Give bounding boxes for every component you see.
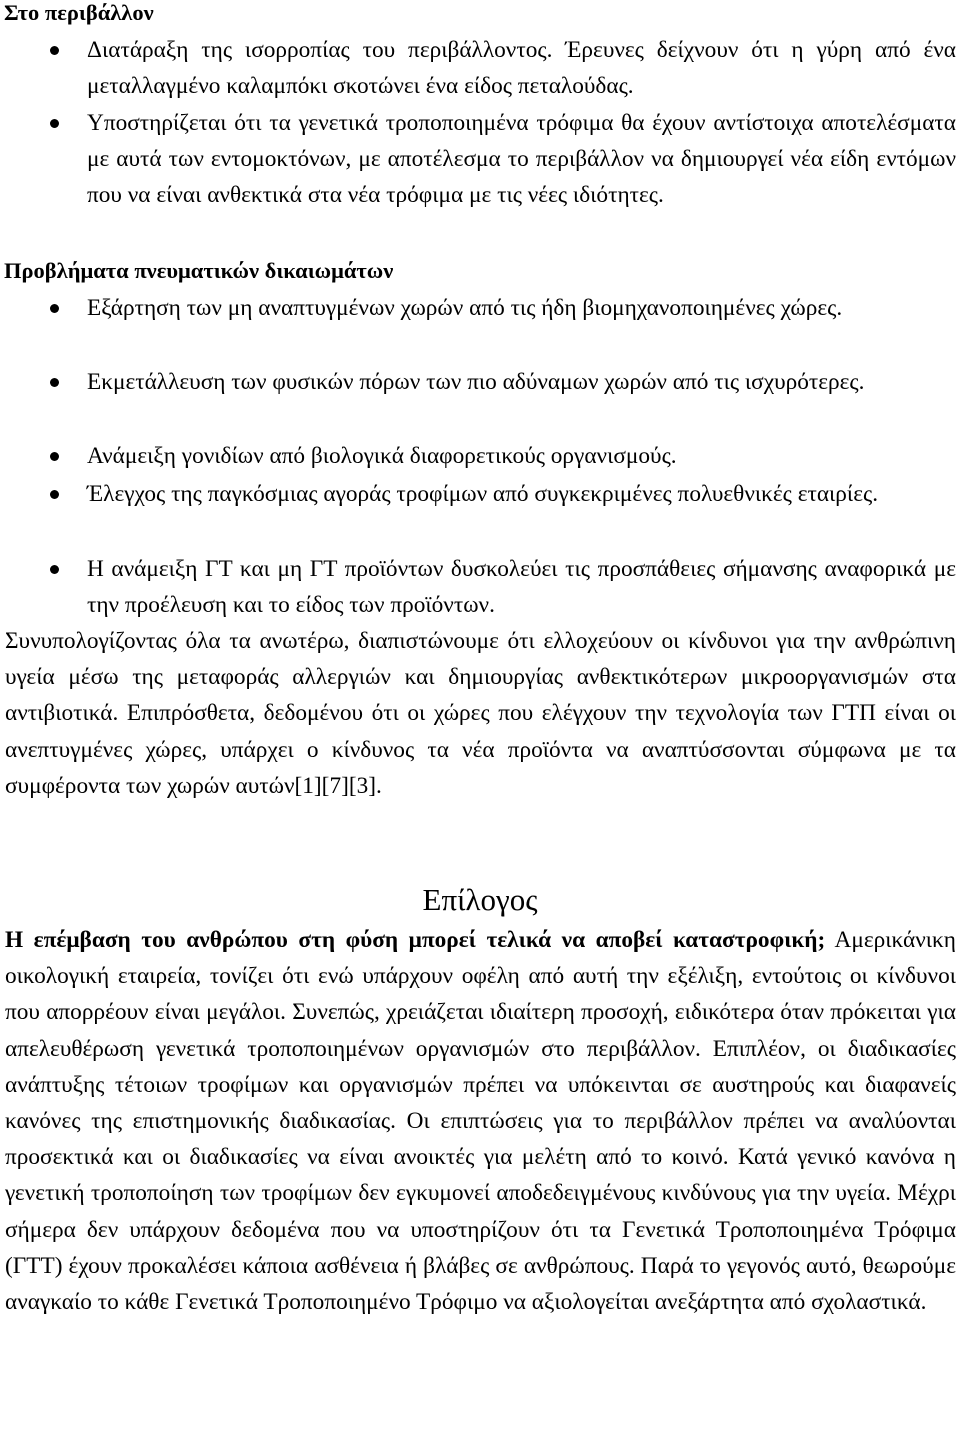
bullet-text: Εξάρτηση των μη αναπτυγμένων χωρών από τις ήδη βιομηχανοποιημένες χώρες.	[87, 295, 843, 321]
bullet-text: Υποστηρίζεται ότι τα γενετικά τροποποιημένα τρόφιμα θα έχουν αντίστοιχα αποτελέσματα με αυτά των εντομοκτόνων, με αποτέλεσμα το περιβάλλον να δημιουργεί νέα είδη εντόμων που να είναι ανθεκτικά στα νέα τρόφιμα με τις νέες ιδιότητες.	[87, 110, 956, 209]
bullet-text: Έλεγχος της παγκόσμιας αγοράς τροφίμων από συγκεκριμένες πολυεθνικές εταιρίες.	[87, 481, 879, 507]
epilogue-body: Αμερικάνικη οικολογική εταιρεία, τονίζει ότι ενώ υπάρχουν οφέλη από αυτή την εξέλιξη, εντούτοις οι κίνδυνοι που απορρέουν είναι μεγάλοι. Συνεπώς, χρειάζεται ιδιαίτερη προσοχή, ειδικότερα όταν πρόκειται για απελευθέρωση γενετικά τροποποιημένων οργανισμών στο περιβάλλον. Επιπλέον, οι διαδικασίες ανάπτυξης τέτοιων τροφίμων και οργανισμών πρέπει να υπόκεινται σε αυστηρούς και διαφανείς κανόνες της επιστημονικής διαδικασίας. Οι επιπτώσεις για το περιβάλλον πρέπει να αναλύονται προσεκτικά και οι διαδικασίες να είναι ανοικτές για μελέτη από το κοινό. Κατά γενικό κανόνα η γενετική τροποποίηση των τροφίμων δεν εγκυμονεί αποδεδειγμένους κινδύνους για την υγεία. Μέχρι σήμερα δεν υπάρχουν δεδομένα που να υποστηρίζουν ότι τα Γενετικά Τροποποιημένα Τρόφιμα (ΓΤΤ) έχουν προκαλέσει κάποια ασθένεια ή βλάβες σε ανθρώπους. Παρά το γεγονός αυτό, θεωρούμε αναγκαίο το κάθε Γενετικά Τροποποιημένο Τρόφιμο να αξιολογείται ανεξάρτητα από σχολαστικά.	[5, 927, 956, 1316]
bullet-icon	[50, 304, 59, 313]
bullet-text: Διατάραξη της ισορροπίας του περιβάλλοντος. Έρευνες δείχνουν ότι η γύρη από ένα μεταλλαγμένο καλαμπόκι σκοτώνει ένα είδος πεταλούδας.	[87, 37, 956, 100]
bullet-icon	[50, 119, 59, 128]
bullet-text: Η ανάμειξη ΓΤ και μη ΓΤ προϊόντων δυσκολεύει τις προσπάθειες σήμανσης αναφορικά με την προέλευση και το είδος των προϊόντων.	[87, 556, 956, 619]
rights-heading: Προβλήματα πνευματικών δικαιωμάτων	[4, 258, 394, 283]
bullet-icon	[50, 565, 59, 574]
summary-paragraph: Συνυπολογίζοντας όλα τα ανωτέρω, διαπιστώνουμε ότι ελλοχεύουν οι κίνδυνοι για την ανθρώπινη υγεία μέσω της μεταφοράς αλλεργιών και δημιουργίας ανθεκτικότερων μικροοργανισμών στα αντιβιοτικά. Επιπρόσθετα, δεδομένου ότι οι χώρες που ελέγχουν την τεχνολογία των ΓΤΠ είναι οι ανεπτυγμένες χώρες, υπάρχει ο κίνδυνος τα νέα προϊόντα να αναπτύσσονται σύμφωνα με τα συμφέροντα των χωρών αυτών[1][7][3].	[5, 628, 956, 799]
epilogue-paragraph	[5, 922, 956, 1320]
bullet-icon	[50, 490, 59, 499]
environment-heading: Στο περιβάλλον	[4, 0, 154, 25]
bullet-text: Ανάμειξη γονιδίων από βιολογικά διαφορετικούς οργανισμούς.	[87, 443, 677, 469]
epilogue-title: Επίλογος	[422, 882, 538, 917]
bullet-icon	[50, 46, 59, 55]
bullet-icon	[50, 452, 59, 461]
epilogue-bold-lead: Η επέμβαση του ανθρώπου στη φύση μπορεί τελικά να αποβεί καταστροφική;	[5, 927, 826, 953]
bullet-icon	[50, 378, 59, 387]
bullet-text: Εκμετάλλευση των φυσικών πόρων των πιο αδύναμων χωρών από τις ισχυρότερες.	[87, 369, 865, 395]
